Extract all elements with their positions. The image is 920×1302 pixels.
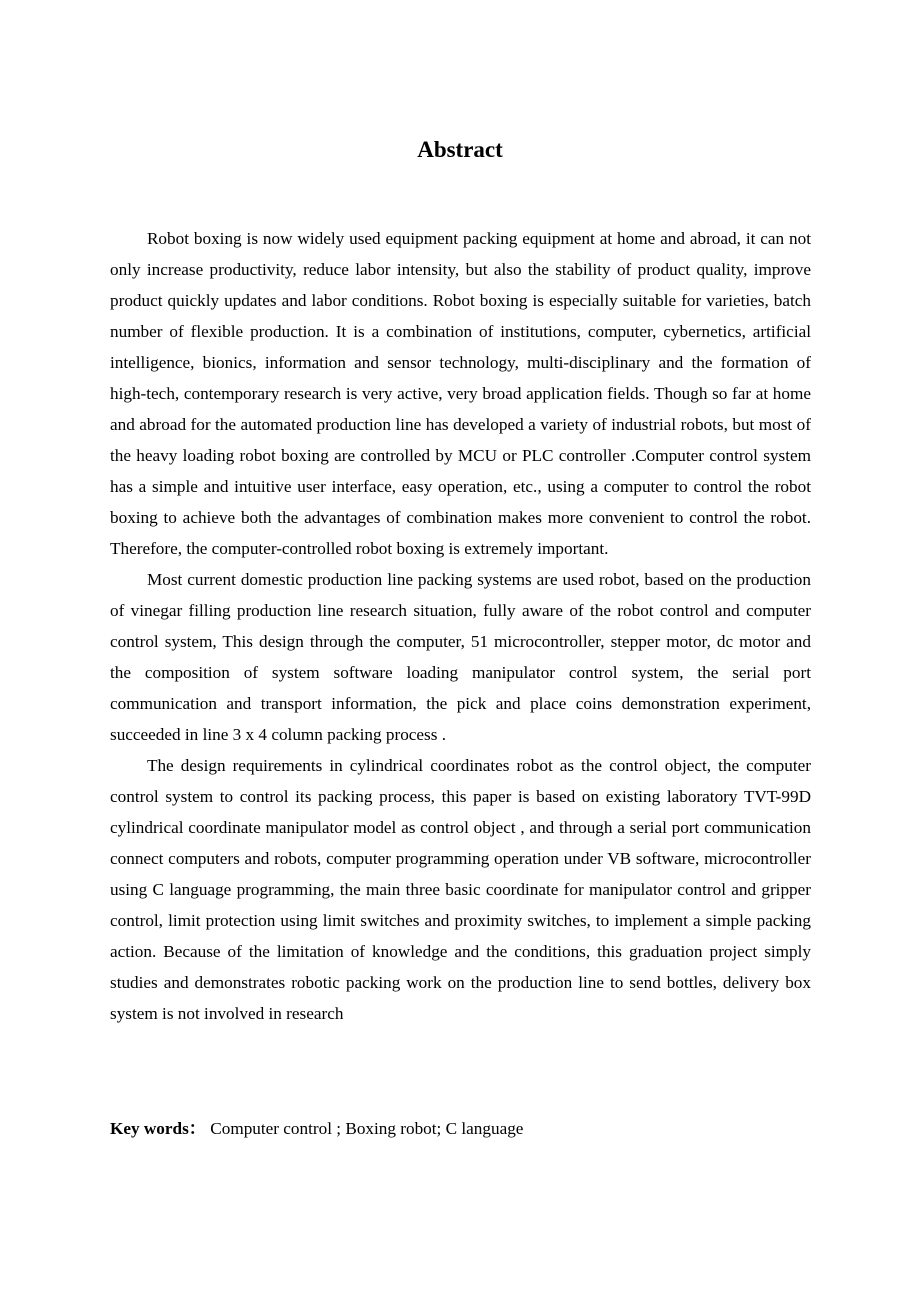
keywords-label: Key words：	[110, 1119, 206, 1138]
abstract-paragraph-3: The design requirements in cylindrical coordinates robot as the control object, the computer control system to control its packing process, this paper is based on existing laboratory TVT-99D cylindrical coordinate manipulator model as control object , and through a serial port communication connect computers and robots, computer programming operation under VB software, microcontroller using C language programming, the main three basic coordinate for manipulator control and gripper control, limit protection using limit switches and proximity switches, to implement a simple packing action. Because of the limitation of knowledge and the conditions, this graduation project simply studies and demonstrates robotic packing work on the production line to send bottles, delivery box system is not involved in research	[110, 756, 811, 1023]
page-title: Abstract	[417, 137, 503, 162]
abstract-body	[110, 223, 811, 1029]
keywords-line	[110, 1113, 811, 1144]
abstract-paragraph-1: Robot boxing is now widely used equipment packing equipment at home and abroad, it can not only increase productivity, reduce labor intensity, but also the stability of product quality, improve product quickly updates and labor conditions. Robot boxing is especially suitable for varieties, batch number of flexible production. It is a combination of institutions, computer, cybernetics, artificial intelligence, bionics, information and sensor technology, multi-disciplinary and the formation of high-tech, contemporary research is very active, very broad application fields. Though so far at home and abroad for the automated production line has developed a variety of industrial robots, but most of the heavy loading robot boxing are controlled by MCU or PLC controller .Computer control system has a simple and intuitive user interface, easy operation, etc., using a computer to control the robot boxing to achieve both the advantages of combination makes more convenient to control the robot. Therefore, the computer-controlled robot boxing is extremely important.	[110, 229, 811, 558]
abstract-paragraph-2: Most current domestic production line packing systems are used robot, based on the production of vinegar filling production line research situation, fully aware of the robot control and computer control system, This design through the computer, 51 microcontroller, stepper motor, dc motor and the composition of system software loading manipulator control system, the serial port communication and transport information, the pick and place coins demonstration experiment, succeeded in line 3 x 4 column packing process .	[110, 570, 811, 744]
keywords-text: Computer control ; Boxing robot; C language	[205, 1119, 524, 1138]
